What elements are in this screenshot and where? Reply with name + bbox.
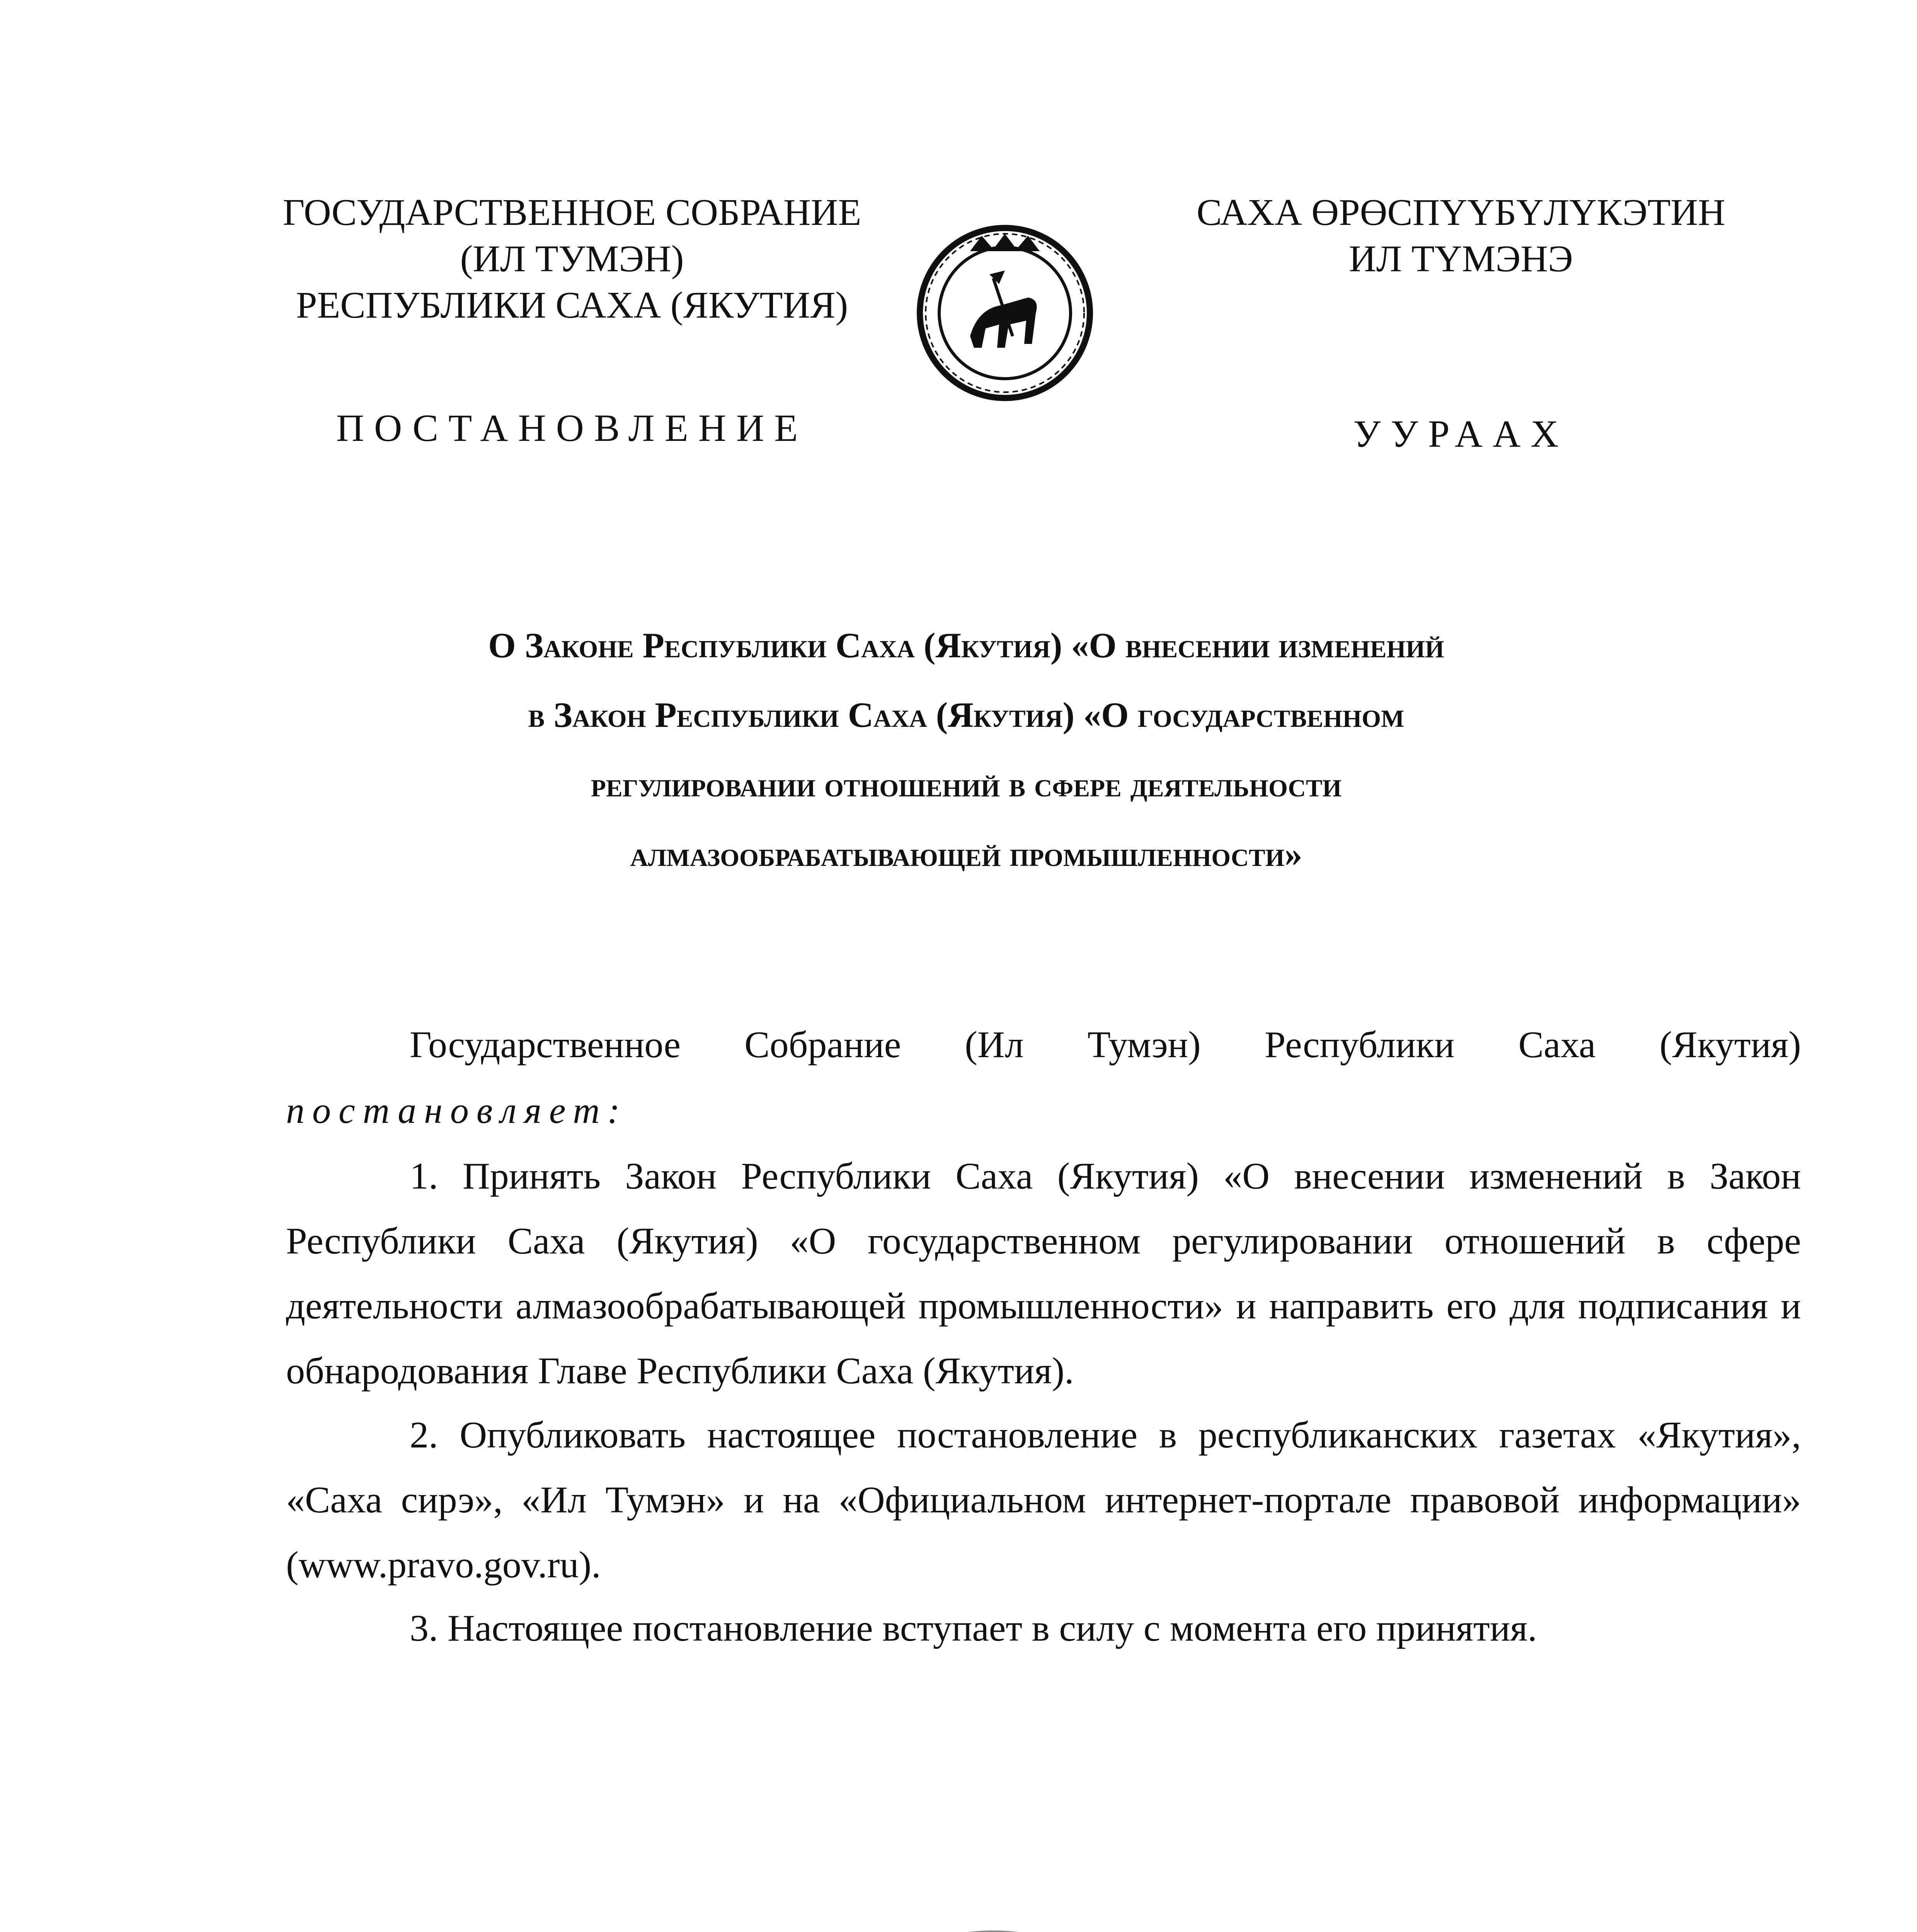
title-line-2: в Закон Республики Саха (Якутия) «О государственном bbox=[528, 695, 1405, 735]
official-stamp bbox=[788, 1924, 1198, 1932]
doc-type-russian: ПОСТАНОВЛЕНИЕ bbox=[336, 406, 808, 449]
title-line-3: регулировании отношений в сфере деятельности bbox=[591, 765, 1342, 804]
parliament-name-yakut bbox=[1121, 189, 1801, 282]
decree-word: постановляет: bbox=[286, 1090, 628, 1131]
parliament-name-russian bbox=[240, 189, 904, 328]
header-left-line-2: (ИЛ ТУМЭН) bbox=[460, 238, 684, 280]
item-1: 1. Принять Закон Республики Саха (Якутия) «О внесении изменений в Закон Республики Саха (Якутия) «О государственном регулировании отношений в сфере деятельности алмазообрабатывающей промышленности» и направить его для подписания и обнародования Главе Республики Саха (Якутия). bbox=[286, 1155, 1801, 1392]
item-3: 3. Настоящее постановление вступает в силу с момента его принятия. bbox=[410, 1607, 1537, 1649]
header-left-line-1: ГОСУДАРСТВЕННОЕ СОБРАНИЕ bbox=[283, 192, 861, 233]
doc-type-yakut: УУРААХ bbox=[1353, 412, 1569, 455]
document-title bbox=[309, 611, 1623, 889]
header-left-line-3: РЕСПУБЛИКИ САХА (ЯКУТИЯ) bbox=[296, 284, 848, 326]
header-right-line-2: ИЛ ТҮМЭНЭ bbox=[1349, 238, 1573, 280]
item-2: 2. Опубликовать настоящее постановление в республиканских газетах «Якутия», «Саха сирэ», «Ил Тумэн» и на «Официальном интернет-портале правовой информации» (www.pravo.gov.ru). bbox=[286, 1414, 1801, 1586]
sakha-republic-coat-of-arms-icon bbox=[912, 220, 1098, 406]
title-line-1: О Законе Республики Саха (Якутия) «О внесении изменений bbox=[488, 626, 1444, 665]
header-right-line-1: САХА ӨРӨСПҮҮБҮЛҮКЭТИН bbox=[1197, 192, 1725, 233]
intro-paragraph: Государственное Собрание (Ил Тумэн) Республики Саха (Якутия) bbox=[410, 1024, 1801, 1066]
title-line-4: алмазообрабатывающей промышленности» bbox=[630, 834, 1302, 874]
